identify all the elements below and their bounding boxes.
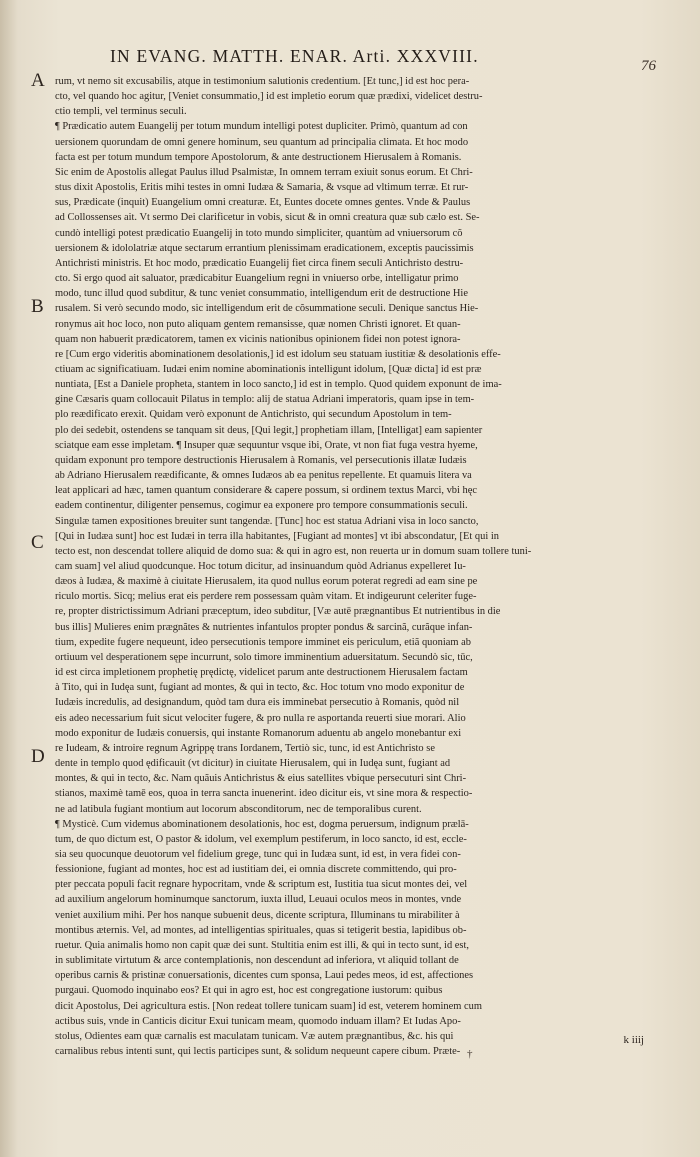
text-line: stus dixit Apostolis, Eritis mihi testes in omni Iudæa & Samaria, & vsque ad vltimum terræ. Et rur- — [55, 182, 469, 194]
text-line: cundò intelligi potest prædicatio Euangelij in toto mundo simpliciter, quantùm ad vniuersorum cõ — [55, 227, 463, 239]
text-line: dente in templo quod ędificauit (vt dicitur) in ciuitate Hierusalem, qui in Iudęa sunt, fugiant ad — [55, 758, 451, 770]
text-line: veniet auxilium mihi. Per hos nanque subuenit deus, dicente scriptura, Illuminans tu mirabiliter à — [55, 909, 460, 921]
text-line: tecto est, non descendat tollere aliquid de domo sua: & qui in agro est, non reuerta ur in domum suam tollere tuni- — [55, 545, 532, 557]
text-line: ortiuum vel desperationem sępe incurrunt, solo timore imminentium aduersitatum. Secundò sic, tūc, — [55, 651, 473, 663]
text-line: eis adeo necessarium fuit sicut velociter fugere, & pro nulla re asportanda reuerti siue morari. Alio — [55, 712, 466, 724]
text-line: stianos, maximè tamē eos, quoa in terra sancta inuenerint. ideo dicitur eis, vt sine mora & respectio- — [55, 788, 473, 800]
text-line: ad auxilium angelorum hominumque sanctorum, iuxta illud, Leuaui oculos meos in montes, vnde — [55, 894, 462, 906]
text-line: ctiuam ac significatiuam. Iudæi enim nomine abominationis intelligunt idolum, [Quæ dicta] id est præ — [55, 363, 482, 375]
text-line: cto, vel quando hoc agitur, [Veniet consummatio,] id est impletio eorum quæ prædixi, videlicet destru- — [55, 91, 483, 103]
text-line: cam suam] vel aliud quodcunque. Hoc totum dicitur, ad insinuandum quòd Adrianus expelleret Iu- — [55, 561, 466, 572]
text-line: montibus æternis. Vel, ad montes, ad intelligentias spirituales, quas si tetigerit bestia, lapidibus ob- — [55, 924, 467, 936]
text-line: ctio templi, vel terminus seculi. — [55, 106, 187, 118]
text-line: modo exponitur de Iudæis conuersis, qui instante Romanorum aduentu ab angelo monebantur exi — [55, 727, 462, 739]
text-line: ab Adriano Hierusalem reædificante, & omnes Iudæos ab ea penitus repellente. Et quamuis litera va — [55, 470, 472, 482]
text-line: ad Collossenses ait. Vt sermo Dei clarificetur in vobis, sicut & in omni creatura quæ sub cælo est. Se- — [55, 212, 480, 224]
text-line: ¶ Prædicatio autem Euangelij per totum mundum intelligi potest dupliciter. Primò, quantum ad con — [55, 121, 468, 133]
text-line: ne ad latibula fugiant montium aut locorum absconditorum, nec de temporalibus curent. — [55, 803, 422, 815]
text-line: dicit Apostolus, Dei agricultura estis. [Non redeat tollere tunicam suam] id est, veterem hominem cum — [55, 1000, 482, 1012]
text-line: actibus suis, vnde in Canticis dicitur Exui tunicam meam, quomodo induam illam? Et Iudas Apo- — [55, 1015, 461, 1027]
dagger-mark: † — [467, 1048, 473, 1060]
text-line: re, propter districtissimum Adriani præceptum, ideo subditur, [Væ autē prægnantibus Et nutrientibus in die — [55, 606, 501, 618]
text-line: pter peccata populi facit regnare hypocritam, vnde & scriptum est, Iustitia tua sicut montes dei, vel — [55, 879, 468, 891]
text-line: modo, tunc illud quod subditur, & tunc veniet consummatio, intelligendum erit de destructione Hie — [55, 288, 468, 300]
text-line: sus, Prædicate (inquit) Euangelium omni creaturæ. Et, Euntes docete omnes gentes. Vnde & Paulus — [55, 197, 471, 209]
text-line: uersionem & idololatriæ atque sectarum errantium plenissimam eradicationem, exceptis paucissimis — [55, 242, 474, 254]
text-line: sia seu quocunque deuotorum vel fidelium grege, tunc qui in Iudæa sunt, id est, in vera fidei con- — [55, 848, 461, 860]
text-line: sciatque eam esse impletam. ¶ Insuper quæ sequuntur vsque ibi, Orate, vt non fiat fuga vestra hyeme, — [55, 439, 478, 451]
margin-letter-d: D — [31, 746, 45, 767]
text-line: uersionem quorundam de omni genere hominum, seu quantum ad principalia climata. Et hoc modo — [55, 136, 469, 148]
margin-letter-a: A — [31, 70, 45, 91]
page-header — [0, 46, 700, 72]
text-line: quam non habuerit prædicatorem, tamen ex vicinis nationibus opinionem fidei non potest ignora- — [55, 333, 461, 345]
text-line: dæos à Iudæa, & maximè à ciuitate Hierusalem, ita quod nullus eorum poterat regredi ad eam sine pe — [55, 576, 478, 588]
text-line: Antichristi ministris. Et hoc modo, prædicatio Euangelij fiet circa finem seculi Antichristo destru- — [55, 257, 464, 269]
text-line: quidam exponunt pro tempore destructionis Hierusalem à Romanis, vel persecutionis illatæ Iudæis — [55, 454, 467, 466]
margin-letter-c: C — [31, 532, 44, 553]
text-line: tum, de quo dictum est, O pastor & idolum, vel exemplum pestiferum, in loco sancto, id est, eccle- — [55, 833, 467, 845]
text-line: riculo mortis. Sicq; melius erat eis perdere rem possessam quàm vitam. Et indigeurunt celeriter fuge- — [55, 591, 477, 603]
text-line: nuntiata, [Est a Daniele propheta, stantem in loco sancto,] id est in templo. Quod quidem exponunt de ima- — [55, 379, 502, 391]
text-line: re Iudeam, & introire regnum Agrippę trans Iordanem, Tertiò sic, tunc, id est Antichristo se — [55, 742, 435, 754]
signature-mark: k iiij — [623, 1034, 644, 1046]
text-line: bus illis] Mulieres enim prægnãtes & nutrientes infantulos propter pondus & sarcinã, curãque infan- — [55, 621, 473, 633]
text-line: Singulæ tamen expositiones breuiter sunt tangendæ. [Tunc] hoc est statua Adriani visa in loco sancto, — [55, 515, 479, 527]
text-line: à Tito, qui in Iudęa sunt, fugiant ad montes, & qui in tecto, &c. Hoc totum vno modo exponitur de — [55, 682, 465, 694]
text-line: plo dei sedebit, ostendens se tanquam sit deus, [Qui legit,] prophetiam illam, [Intelligat] eam sapienter — [55, 424, 483, 436]
text-line: facta est per totum mundum tempore Apostolorum, & ante destructionem Hierusalem à Romanis. — [55, 151, 462, 163]
text-line: cto. Si ergo quod ait saluator, prædicabitur Euangelium regni in vniuerso orbe, intelligatur primo — [55, 273, 459, 285]
running-title: IN EVANG. MATTH. ENAR. Arti. XXXVIII. — [110, 46, 479, 66]
text-line: stolus, Odientes eam quæ carnalis est maculatam tunicam. Væ autem prægnantibus, &c. his qui — [55, 1030, 454, 1042]
text-line: Sic enim de Apostolis allegat Paulus illud Psalmistæ, In omnem terram exiuit sonus eorum. Et Chri- — [55, 166, 473, 178]
text-line: tium, expedite fugere nequeunt, ideo persecutionis tempore imminet eis periculum, etiã quoniam ab — [55, 636, 471, 648]
text-line: ronymus ait hoc loco, non puto aliquam gentem remansisse, quæ nomen Christi ignoret. Et quan- — [55, 318, 461, 330]
text-line: in sublimitate virtutum & arce contemplationis, non descendunt ad inferiora, vt aliquid tollant de — [55, 955, 459, 967]
commentary-text — [55, 74, 655, 1059]
text-line: fessionione, fugiant ad montes, hoc est ad iustitiam dei, ei omnia discrete committendo, qui pro- — [55, 864, 457, 876]
text-line: [Qui in Iudæa sunt] hoc est Iudæi in terra illa habitantes, [Fugiant ad montes] vt ibi abscondatur, [Et qui in — [55, 530, 499, 542]
text-line: leat applicari ad hæc, tamen quantum considerare & capere possum, si ordinem textus Marci, vbi hęc — [55, 485, 478, 497]
text-line: Iudæis incredulis, ad designandum, quòd tam dura eis imminebat persecutio à Romanis, quòd nil — [55, 697, 460, 709]
text-line: carnalibus rebus intenti sunt, qui lectis participes sunt, & solidum nequeunt capere cibum. Præte- — [55, 1046, 461, 1057]
text-line: plo reædificato erexit. Quidam verò exponunt de Antichristo, qui secundum Apostolum in tem- — [55, 409, 452, 421]
margin-letter-b: B — [31, 296, 44, 317]
text-line: ruetur. Quia animalis homo non capit quæ dei sunt. Stultitia enim est illi, & qui in tecto sunt, id est, — [55, 939, 469, 951]
text-line: operibus carnis & pristinæ conuersationis, dicentes cum sponsa, Laui pedes meos, id est, affectiones — [55, 970, 474, 982]
text-line: gine Cæsaris quam collocauit Pilatus in templo: alij de statua Adriani imperatoris, quam ipse in tem- — [55, 394, 475, 406]
text-line: re [Cum ergo videritis abominationem desolationis,] id est idolum seu statuam iustitiæ & desolationis effe- — [55, 348, 501, 360]
text-line: rusalem. Si verò secundo modo, sic intelligendum erit de cõsummatione seculi. Denique sanctus Hie- — [55, 303, 479, 315]
text-line: montes, & qui in tecto, &c. Nam quãuis Antichristus & eius satellites vbique persecuturi sint Chri- — [55, 773, 467, 785]
text-line: eadem continentur, diligenter pensemus, cogimur ea exponere pro tempore consummationis seculi. — [55, 500, 468, 512]
text-line: id est circa impletionem prophetię prędictę, videlicet parum ante destructionem Hierusalem factam — [55, 667, 468, 679]
text-line: purgaui. Quomodo inquinabo eos? Et qui in agro est, hoc est congregatione iustorum: quibus — [55, 985, 443, 997]
text-line: rum, vt nemo sit excusabilis, atque in testimonium salutionis credentium. [Et tunc,] id est hoc pera- — [55, 76, 470, 87]
text-line: ¶ Mysticè. Cum videmus abominationem desolationis, hoc est, dogma peruersum, indignum prælā- — [55, 818, 469, 830]
folio-number: 76 — [641, 58, 656, 74]
